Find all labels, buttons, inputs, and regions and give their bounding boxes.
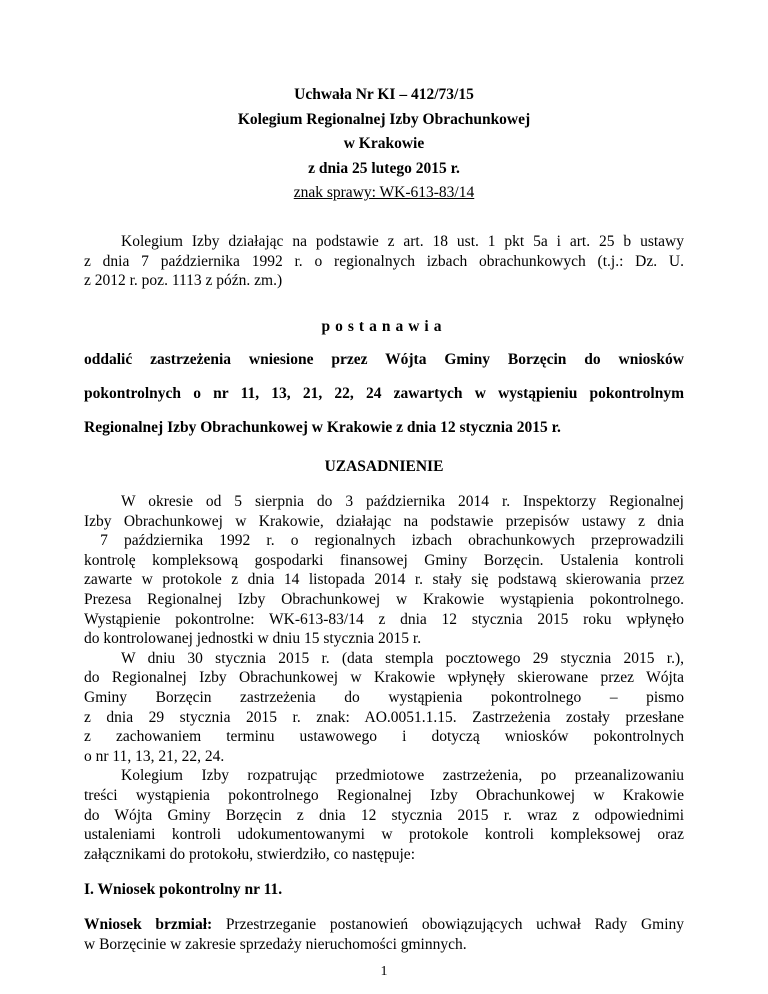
- resolution-header: [0, 83, 768, 206]
- body-line: W dniu 30 stycznia 2015 r. (data stempla pocztowego 29 stycznia 2015 r.),: [121, 649, 684, 667]
- proposal-text: Przestrzeganie postanowień obowiązujących uchwał Rady Gminy: [212, 916, 684, 933]
- body-line: załącznikami do protokołu, stwierdziło, co następuje:: [84, 845, 415, 863]
- section-title: I. Wniosek pokontrolny nr 11.: [84, 881, 283, 898]
- body-line: do kontrolowanej jednostki w dniu 15 stycznia 2015 r.: [84, 630, 422, 648]
- issuing-city: w Krakowie: [343, 135, 425, 152]
- case-reference: znak sprawy: WK-613-83/14: [293, 184, 475, 201]
- body-line: Wystąpienie pokontrolne: WK-613-83/14 z dnia 12 stycznia 2015 roku wpłynęło: [84, 610, 684, 628]
- body-line: do Regionalnej Izby Obrachunkowej w Krakowie wpłynęły skierowane przez Wójta: [84, 669, 684, 687]
- proposal-paragraph: [84, 915, 684, 954]
- intro-line: Kolegium Izby działając na podstawie z art. 18 ust. 1 pkt 5a i art. 25 b ustawy: [121, 233, 684, 250]
- resolution-line: pokontrolnych o nr 11, 13, 21, 22, 24 zawartych w wystąpieniu pokontrolnym: [84, 385, 684, 402]
- body-line: o nr 11, 13, 21, 22, 24.: [84, 747, 225, 765]
- body-line: z dnia 29 stycznia 2015 r. znak: AO.0051.1.15. Zastrzeżenia zostały przesłane: [84, 708, 684, 726]
- intro-line: z dnia 7 października 1992 r. o regionalnych izbach obrachunkowych (t.j.: Dz. U.: [84, 252, 684, 270]
- proposal-line: [84, 915, 684, 935]
- body-line: zawarte w protokole z dnia 14 listopada 2014 r. stały się podstawą skierowania przez: [84, 571, 684, 589]
- resolution-line: oddalić zastrzeżenia wniesione przez Wójta Gminy Borzęcin do wniosków: [84, 351, 684, 368]
- intro-line: z 2012 r. poz. 1113 z późn. zm.): [84, 272, 283, 290]
- body-line: treści wystąpienia pokontrolnego Regionalnej Izby Obrachunkowej w Krakowie: [84, 786, 684, 804]
- justification-body: [84, 492, 684, 864]
- proposal-line: w Borzęcinie w zakresie sprzedaży nieruchomości gminnych.: [84, 935, 467, 953]
- issuing-body: Kolegium Regionalnej Izby Obrachunkowej: [237, 110, 531, 128]
- intro-paragraph: [84, 232, 684, 291]
- decides-heading: postanawia: [321, 318, 447, 335]
- body-line: Prezesa Regionalnej Izby Obrachunkowej w Krakowie wystąpienia pokontrolnego.: [84, 590, 684, 608]
- resolution-date: z dnia 25 lutego 2015 r.: [308, 159, 460, 177]
- body-line: Kolegium Izby rozpatrując przedmiotowe zastrzeżenia, po przeanalizowaniu: [121, 767, 684, 785]
- body-line: kontrolę kompleksową gospodarki finansowej Gminy Borzęcin. Ustalenia kontroli: [84, 551, 684, 569]
- body-line: Izby Obrachunkowej w Krakowie, działając na podstawie przepisów ustawy z dnia: [84, 512, 684, 530]
- body-line: W okresie od 5 sierpnia do 3 października 2014 r. Inspektorzy Regionalnej: [121, 493, 684, 510]
- body-line: 7 października 1992 r. o regionalnych izbach obrachunkowych przeprowadzili: [84, 532, 684, 550]
- body-line: do Wójta Gminy Borzęcin z dnia 12 stycznia 2015 r. wraz z odpowiednimi: [84, 806, 684, 824]
- page-number: 1: [380, 964, 388, 979]
- body-line: ustaleniami kontroli udokumentowanymi w protokole kontroli kompleksowej oraz: [84, 826, 684, 844]
- justification-title: UZASADNIENIE: [324, 458, 444, 475]
- resolution-line: Regionalnej Izby Obrachunkowej w Krakowie z dnia 12 stycznia 2015 r.: [84, 419, 561, 436]
- proposal-label: Wniosek brzmiał:: [84, 916, 213, 933]
- body-line: z zachowaniem terminu ustawowego i dotyczą wniosków pokontrolnych: [84, 728, 684, 746]
- resolution-number: Uchwała Nr KI – 412/73/15: [294, 86, 474, 103]
- body-line: Gminy Borzęcin zastrzeżenia do wystąpienia pokontrolnego – pismo: [84, 688, 684, 706]
- resolution-operative-text: [84, 343, 684, 445]
